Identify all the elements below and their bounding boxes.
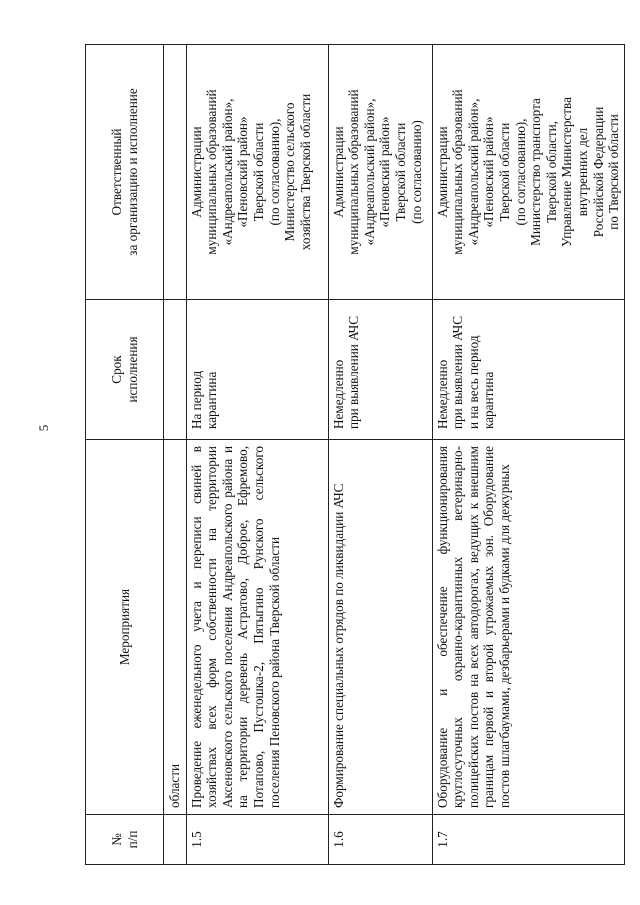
header-due: Срок исполнения [86,300,164,440]
page-number: 5 [36,424,51,432]
row-responsible: Администрации муниципальных образований «Андреапольский район», «Пеновский район» Тверской области (по согласованию), Министерство транспорта Тверской области, Управление Министерства внутренних дел Российской Федерации по Тверской области [432,45,624,300]
row-due: Немедленно при выявлении АЧС [328,300,432,440]
table-row [186,45,328,865]
row-number: 1.6 [328,815,432,865]
row-due: Немедленно при выявлении АЧС и на весь период карантина [432,300,624,440]
table-header-row [86,45,164,865]
rotated-page-content [85,45,622,865]
continuation-text: области [164,440,187,815]
header-activity: Мероприятия [86,440,164,815]
row-activity: Оборудование и обеспечение функционирования круглосуточных охранно-карантинных ветеринарно-полицейских постов на всех автодорогах, ведущих к внешним границам первой и второй угрожаемых зон. Оборудование постов шлагбаумами, дезбарьерами и будками для дежурных [432,440,624,815]
activities-table [85,44,625,865]
header-responsible: Ответственный за организацию и исполнение [86,45,164,300]
row-responsible: Администрации муниципальных образований «Андреапольский район», «Пеновский район» Тверской области (по согласованию), Министерство сельского хозяйства Тверской области [186,45,328,300]
row-responsible: Администрации муниципальных образований «Андреапольский район», «Пеновский район» Тверской области (по согласованию) [328,45,432,300]
row-due: На период карантина [186,300,328,440]
row-number: 1.5 [186,815,328,865]
row-number: 1.7 [432,815,624,865]
row-activity: Формирование специальных отрядов по ликвидации АЧС [328,440,432,815]
table-row [328,45,432,865]
table-row [432,45,624,865]
row-activity: Проведение еженедельного учета и переписи свиней в хозяйствах всех форм собственности на территории Аксеновского сельского поселения Андреапольского района и на территории деревень Астратово, Доброе, Ефремово, Потапово, Пустошка-2, Пятыгино Рунского сельского поселения Пеновского района Тверской области [186,440,328,815]
continuation-row [164,45,187,865]
header-num: № п/п [86,815,164,865]
